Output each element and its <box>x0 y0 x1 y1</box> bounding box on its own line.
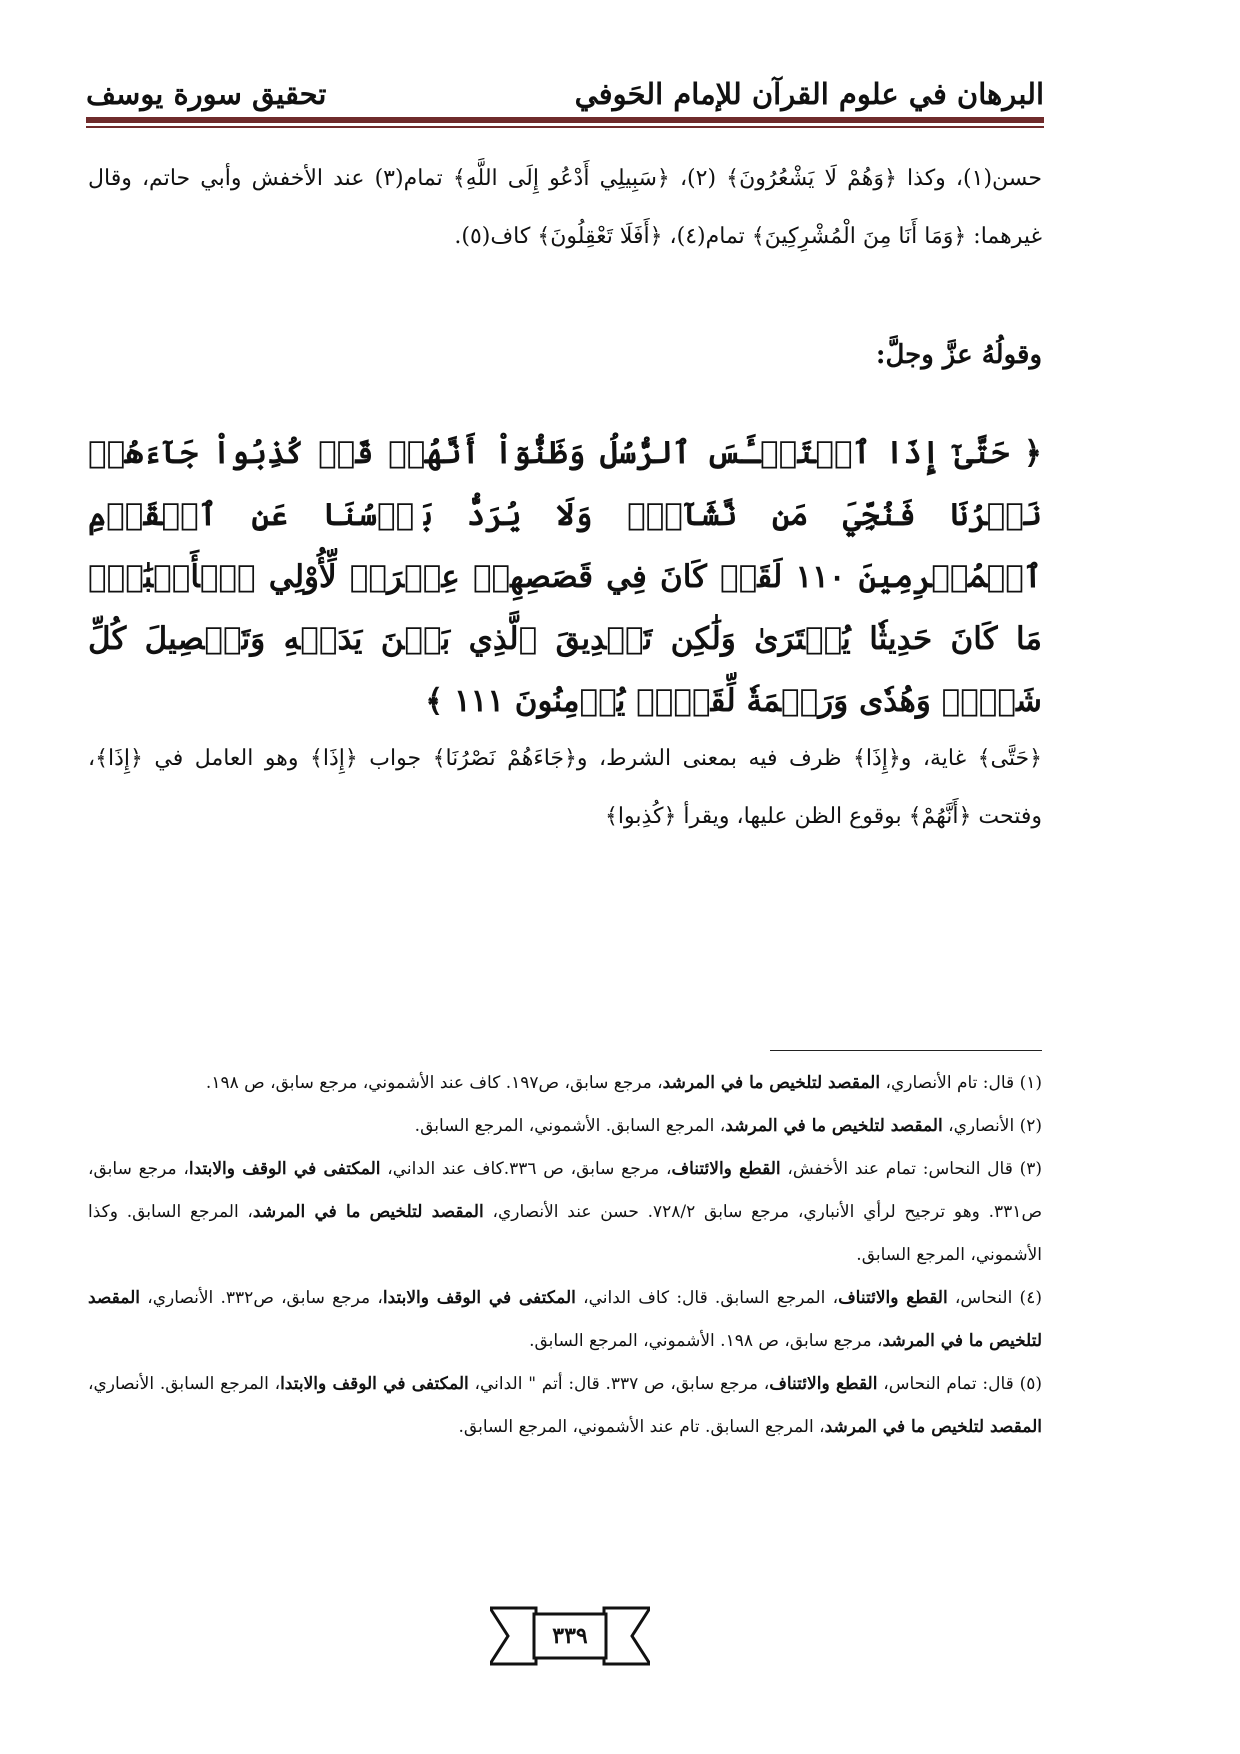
page-number: ٣٣٩ <box>552 1623 588 1649</box>
footnote-3: (٣) قال النحاس: تمام عند الأخفش، القطع والائتناف، مرجع سابق، ص ٣٣٦.كاف عند الداني، المكتفى في الوقف والابتدا، مرجع سابق، ص٣٣١. وهو ترجيح لرأي الأنباري، مرجع سابق ٧٢٨/٢. حسن عند الأنصاري، المقصد لتلخيص ما في المرشد، المرجع السابق. وكذا الأشموني، المرجع السابق. <box>88 1159 1042 1265</box>
section-title: تحقيق سورة يوسف <box>86 77 327 112</box>
page-number-badge <box>490 1606 650 1666</box>
footnote-5: (٥) قال: تمام النحاس، القطع والائتناف، مرجع سابق، ص ٣٣٧. قال: أتم " الداني، المكتفى في الوقف والابتدا، المرجع السابق. الأنصاري، المقصد لتلخيص ما في المرشد، المرجع السابق. تام عند الأشموني، المرجع السابق. <box>88 1374 1042 1437</box>
footnotes <box>88 1062 1042 1449</box>
section-heading: وقولُهُ عزَّ وجلَّ: <box>875 340 1042 370</box>
header-rule-thin <box>86 126 1044 128</box>
footnote-2: (٢) الأنصاري، المقصد لتلخيص ما في المرشد، المرجع السابق. الأشموني، المرجع السابق. <box>414 1116 1042 1136</box>
paragraph-2: ﴿حَتَّى﴾ غاية، و﴿إِذَا﴾ ظرف فيه بمعنى الشرط، و﴿جَاءَهُمْ نَصْرُنَا﴾ جواب ﴿إِذَا﴾ وهو العامل في ﴿إِذَا﴾، وفتحت ﴿أَنَّهُمْ﴾ بوقوع الظن عليها، ويقرأ ﴿كُذِبوا﴾ <box>88 746 1042 829</box>
paragraph-1: حسن(١)، وكذا ﴿وَهُمْ لَا يَشْعُرُونَ﴾ (٢)، ﴿سَبِيلِي أَدْعُو إِلَى اللَّهِ﴾ تمام(٣) عند الأخفش وأبي حاتم، وقال غيرهما: ﴿وَمَا أَنَا مِنَ الْمُشْرِكِينَ﴾ تمام(٤)، ﴿أَفَلَا تَعْقِلُونَ﴾ كاف(٥). <box>88 166 1042 249</box>
quran-verse: ﴿ حَتَّىٰٓ إِذَا ٱسۡتَيۡـَٔسَ ٱلرُّسُلُ وَظَنُّوٓاْ أَنَّهُمۡ قَدۡ كُذِبُواْ جَآءَهُمۡ نَصۡرُنَا فَنُجِّيَ مَن نَّشَآءُۖ وَلَا يُرَدُّ بَأۡسُنَا عَنِ ٱلۡقَوۡمِ ٱلۡمُجۡرِمِينَ ١١٠ لَقَدۡ كَانَ فِي قَصَصِهِمۡ عِبۡرَةٞ لِّأُوْلِي ٱلۡأَلۡبَٰبِۗ مَا كَانَ حَدِيثٗا يُفۡتَرَىٰ وَلَٰكِن تَصۡدِيقَ ٱلَّذِي بَيۡنَ يَدَيۡهِ وَتَفۡصِيلَ كُلِّ شَيۡءٖ وَهُدٗى وَرَحۡمَةٗ لِّقَوۡمٖ يُؤۡمِنُونَ ١١١ ﴾ <box>88 435 1042 719</box>
footnote-separator <box>770 1050 1042 1051</box>
header-rule-thick <box>86 117 1044 123</box>
book-title: البرهان في علوم القرآن للإمام الحَوفي <box>574 77 1044 112</box>
footnote-1: (١) قال: تام الأنصاري، المقصد لتلخيص ما في المرشد، مرجع سابق، ص١٩٧. كاف عند الأشموني، مرجع سابق، ص ١٩٨. <box>205 1073 1042 1093</box>
footnote-4: (٤) النحاس، القطع والائتناف، المرجع السابق. قال: كاف الداني، المكتفى في الوقف والابتدا، مرجع سابق، ص٣٣٢. الأنصاري، المقصد لتلخيص ما في المرشد، مرجع سابق، ص ١٩٨. الأشموني، المرجع السابق. <box>88 1288 1042 1351</box>
page-header <box>86 68 1044 112</box>
